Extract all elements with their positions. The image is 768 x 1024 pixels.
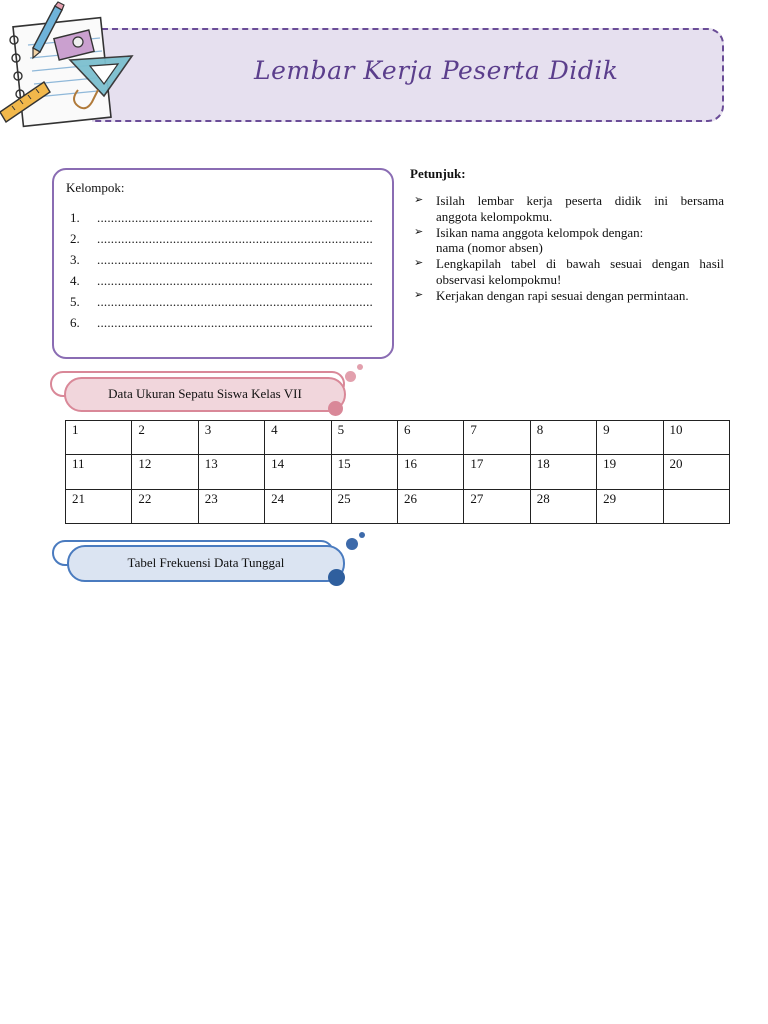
table-cell[interactable]: 19 — [597, 455, 663, 489]
table-cell[interactable]: 22 — [132, 489, 198, 523]
table-cell[interactable]: 3 — [198, 421, 264, 455]
section2-label: Tabel Frekuensi Data Tunggal — [127, 555, 285, 570]
page-title: Lembar Kerja Peserta Didik — [254, 56, 619, 85]
table-cell[interactable]: 15 — [331, 455, 397, 489]
table-cell[interactable]: 27 — [464, 489, 530, 523]
member-line-6[interactable] — [70, 315, 373, 331]
instruction-item — [414, 225, 724, 257]
table-cell[interactable]: 26 — [397, 489, 463, 523]
instruction-text: Isikan nama anggota kelompok dengan: — [436, 224, 644, 240]
arrow-bullet-icon: ➢ — [414, 288, 424, 301]
instruction-text: anggota kelompokmu. — [436, 208, 553, 224]
member-line-1[interactable] — [70, 210, 373, 226]
table-cell[interactable]: 14 — [265, 455, 331, 489]
decor-dot-small — [345, 371, 356, 382]
shoe-size-data-table — [65, 420, 730, 524]
table-cell[interactable]: 23 — [198, 489, 264, 523]
member-number: 1. — [70, 210, 80, 225]
table-row — [66, 455, 730, 489]
table-cell[interactable]: 17 — [464, 455, 530, 489]
member-number: 4. — [70, 273, 80, 288]
member-line-2[interactable] — [70, 231, 373, 247]
arrow-bullet-icon: ➢ — [414, 257, 424, 270]
instructions-list — [414, 193, 724, 304]
member-blank[interactable]: ................................................................................ — [97, 210, 373, 225]
decor-dot-small — [346, 538, 358, 550]
table-cell[interactable]: 9 — [597, 421, 663, 455]
table-cell[interactable]: 1 — [66, 421, 132, 455]
instruction-text: Kerjakan dengan rapi sesuai dengan permintaan. — [436, 287, 689, 303]
table-cell[interactable]: 24 — [265, 489, 331, 523]
instructions-title: Petunjuk: — [410, 166, 466, 181]
arrow-bullet-icon: ➢ — [414, 225, 424, 238]
stationery-illustration — [0, 0, 145, 135]
section1-label: Data Ukuran Sepatu Siswa Kelas VII — [108, 386, 302, 401]
member-blank[interactable]: ................................................................................ — [97, 294, 373, 309]
table-cell[interactable]: 5 — [331, 421, 397, 455]
member-blank[interactable]: ................................................................................ — [97, 315, 373, 330]
table-cell[interactable]: 11 — [66, 455, 132, 489]
table-cell[interactable]: 29 — [597, 489, 663, 523]
member-number: 5. — [70, 294, 80, 309]
member-blank[interactable]: ................................................................................ — [97, 273, 373, 288]
instruction-item — [414, 288, 724, 304]
table-cell[interactable]: 8 — [530, 421, 596, 455]
instruction-text: Lengkapilah tabel di bawah sesuai dengan hasil — [436, 256, 724, 272]
decor-dot-large — [328, 569, 345, 586]
instruction-text: nama (nomor absen) — [436, 240, 543, 256]
table-cell[interactable]: 10 — [663, 421, 729, 455]
instruction-item — [414, 193, 724, 225]
table-cell[interactable]: 4 — [265, 421, 331, 455]
instruction-item — [414, 256, 724, 288]
decor-dot-tiny — [359, 532, 365, 538]
table-cell[interactable]: 18 — [530, 455, 596, 489]
table-row — [66, 421, 730, 455]
table-cell[interactable]: 28 — [530, 489, 596, 523]
table-cell[interactable]: 2 — [132, 421, 198, 455]
table-cell[interactable]: 6 — [397, 421, 463, 455]
member-number: 3. — [70, 252, 80, 267]
table-cell[interactable]: 7 — [464, 421, 530, 455]
decor-dot-tiny — [357, 364, 363, 370]
table-row — [66, 489, 730, 523]
instruction-text: Isilah lembar kerja peserta didik ini bersama — [436, 193, 724, 208]
member-line-4[interactable] — [70, 273, 373, 289]
table-cell[interactable]: 21 — [66, 489, 132, 523]
member-blank[interactable]: ................................................................................ — [97, 231, 373, 246]
decor-dot-large — [328, 401, 343, 416]
table-cell[interactable]: 20 — [663, 455, 729, 489]
table-cell[interactable]: 25 — [331, 489, 397, 523]
table-cell[interactable]: 13 — [198, 455, 264, 489]
member-line-5[interactable] — [70, 294, 373, 310]
member-line-3[interactable] — [70, 252, 373, 268]
member-number: 6. — [70, 315, 80, 330]
table-cell[interactable]: 16 — [397, 455, 463, 489]
member-blank[interactable]: ................................................................................ — [97, 252, 373, 267]
table-cell[interactable]: 12 — [132, 455, 198, 489]
member-number: 2. — [70, 231, 80, 246]
group-label: Kelompok: — [66, 180, 125, 195]
instruction-text: observasi kelompokmu! — [436, 271, 562, 287]
table-cell[interactable] — [663, 489, 729, 523]
arrow-bullet-icon: ➢ — [414, 194, 424, 206]
